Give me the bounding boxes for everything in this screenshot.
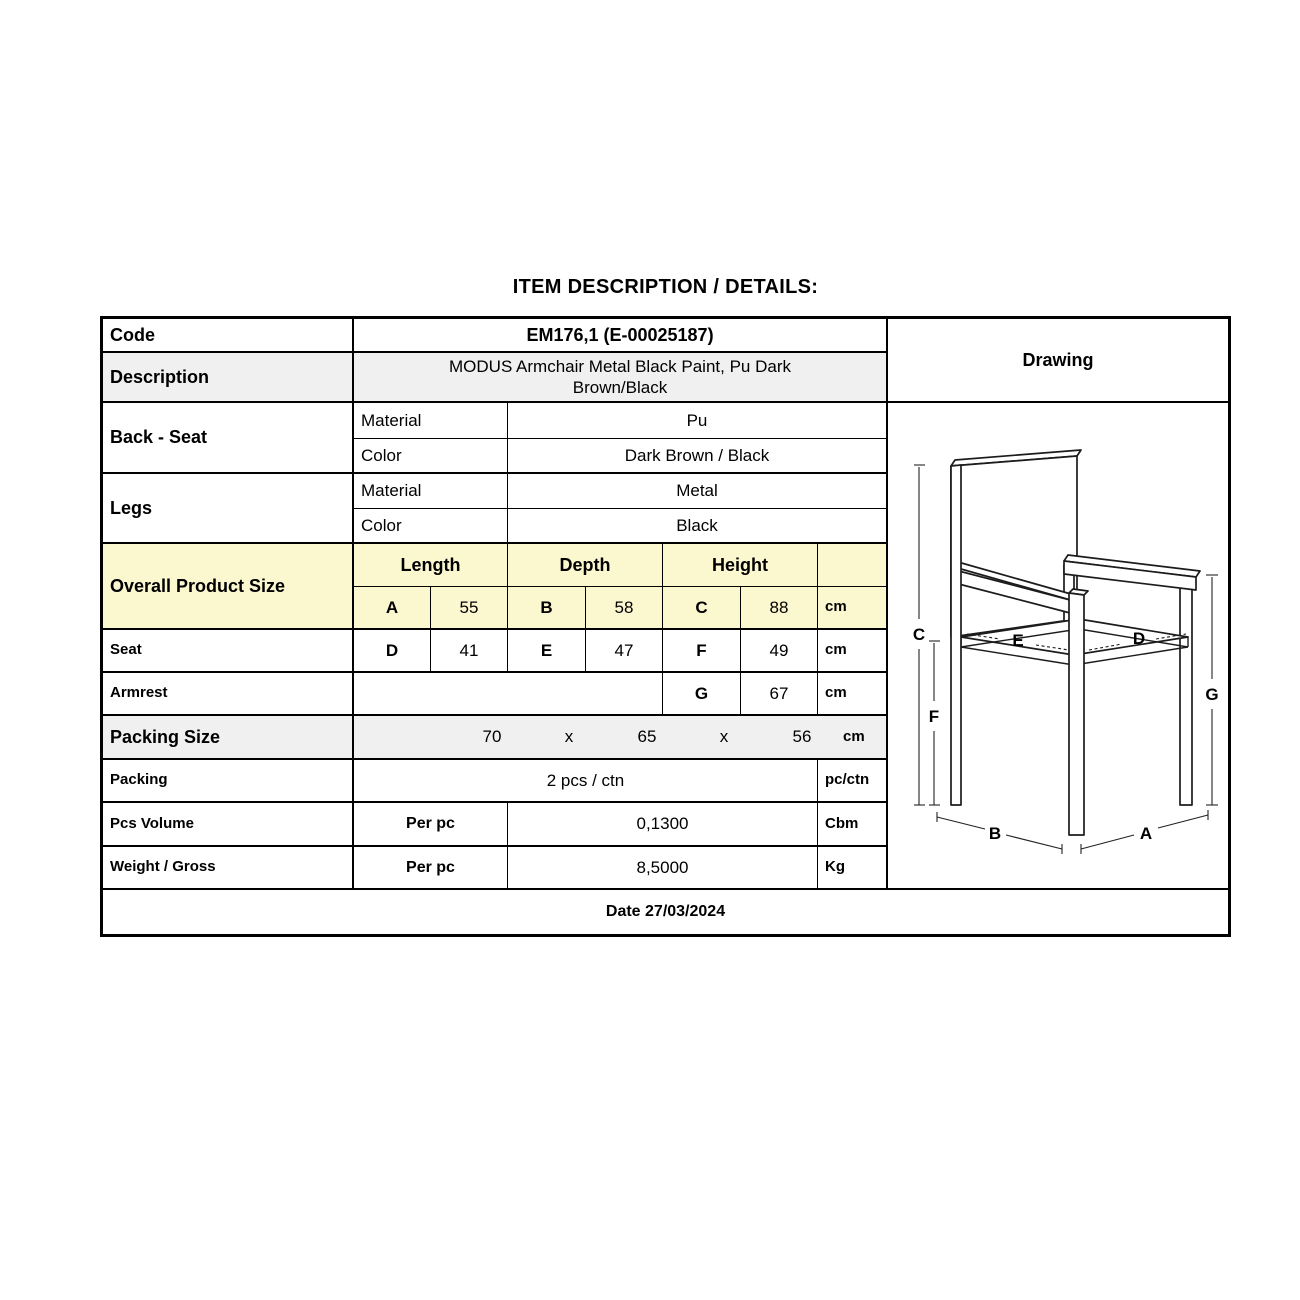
back-seat-label: Back - Seat (103, 403, 354, 474)
dim-label-b: B (988, 824, 1002, 843)
code-value: EM176,1 (E-00025187) (354, 319, 888, 353)
chair-right-leg (1180, 585, 1192, 805)
legs-material-label: Material (354, 474, 508, 509)
legs-label: Legs (103, 474, 354, 544)
back-seat-color-label: Color (354, 439, 508, 474)
length-header: Length (354, 544, 508, 587)
pcs-volume-value: 0,1300 (508, 803, 818, 847)
chair-front-post (1069, 593, 1084, 835)
packing-size-unit: cm (843, 727, 865, 745)
description-text: MODUS Armchair Metal Black Paint, Pu Dark Brown/Black (449, 356, 791, 397)
back-seat-material-value: Pu (508, 403, 888, 439)
packing-size-v3: 56 (792, 727, 812, 747)
armrest-empty-cell (354, 673, 663, 716)
page-title: ITEM DESCRIPTION / DETAILS: (512, 276, 819, 298)
dim-label-d: D (1132, 629, 1146, 648)
packing-size-v1: 70 (482, 727, 502, 747)
dim-c-key: C (663, 587, 741, 630)
weight-gross-unit: Kg (818, 847, 888, 890)
dim-d-key: D (354, 630, 431, 673)
dim-g-key: G (663, 673, 741, 716)
height-header: Height (663, 544, 818, 587)
weight-gross-label: Weight / Gross (103, 847, 354, 890)
back-seat-material-label: Material (354, 403, 508, 439)
dim-label-f: F (928, 707, 940, 726)
dim-d-value: 41 (431, 630, 508, 673)
dim-label-c: C (912, 625, 926, 644)
packing-unit: pc/ctn (818, 760, 888, 803)
back-seat-color-value: Dark Brown / Black (508, 439, 888, 474)
dim-e-value: 47 (586, 630, 663, 673)
depth-header: Depth (508, 544, 663, 587)
armrest-unit: cm (818, 673, 888, 716)
legs-color-value: Black (508, 509, 888, 544)
weight-gross-per-pc: Per pc (354, 847, 508, 890)
description-value (354, 353, 888, 403)
dim-g-value: 67 (741, 673, 818, 716)
armrest-label: Armrest (103, 673, 354, 716)
chair-left-post (951, 465, 961, 805)
description-label: Description (103, 353, 354, 403)
packing-size-x1: x (564, 727, 574, 747)
pcs-volume-unit: Cbm (818, 803, 888, 847)
overall-size-unit: cm (818, 587, 888, 630)
packing-size-x2: x (719, 727, 729, 747)
dim-label-e: E (1012, 631, 1024, 650)
dim-b-key: B (508, 587, 586, 630)
dim-a-value: 55 (431, 587, 508, 630)
code-label: Code (103, 319, 354, 353)
legs-material-value: Metal (508, 474, 888, 509)
spec-table (100, 316, 1231, 937)
date-row: Date 27/03/2024 (103, 890, 1228, 934)
size-header-empty-cell (818, 544, 888, 587)
drawing-cell (888, 403, 1228, 890)
packing-size-label: Packing Size (103, 716, 354, 760)
dim-label-g: G (1205, 685, 1219, 704)
packing-size-v2: 65 (637, 727, 657, 747)
packing-label: Packing (103, 760, 354, 803)
overall-size-label: Overall Product Size (103, 544, 354, 630)
drawing-header: Drawing (888, 319, 1228, 403)
pcs-volume-label: Pcs Volume (103, 803, 354, 847)
dim-a-key: A (354, 587, 431, 630)
pcs-volume-per-pc: Per pc (354, 803, 508, 847)
seat-label: Seat (103, 630, 354, 673)
dim-f-key: F (663, 630, 741, 673)
chair-drawing (888, 403, 1228, 888)
dim-f-value: 49 (741, 630, 818, 673)
dim-b-value: 58 (586, 587, 663, 630)
weight-gross-value: 8,5000 (508, 847, 818, 890)
dim-label-a: A (1139, 824, 1153, 843)
legs-color-label: Color (354, 509, 508, 544)
seat-unit: cm (818, 630, 888, 673)
packing-value: 2 pcs / ctn (354, 760, 818, 803)
dim-e-key: E (508, 630, 586, 673)
dim-c-value: 88 (741, 587, 818, 630)
packing-size-values (354, 716, 888, 760)
